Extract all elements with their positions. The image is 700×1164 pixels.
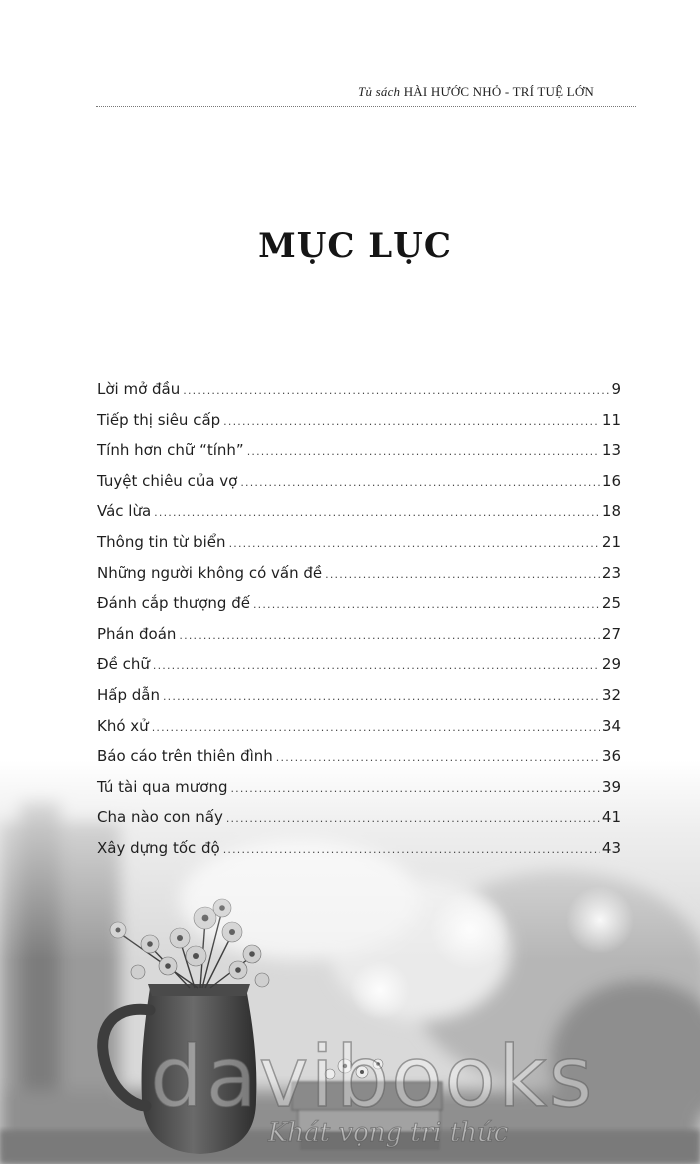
- running-header: [96, 84, 636, 100]
- toc-entry-page: 29: [601, 655, 621, 674]
- toc-leader-dots: [183, 384, 609, 397]
- toc-entry-page: 36: [601, 747, 621, 766]
- toc-entry-page: 11: [601, 410, 621, 429]
- toc-entry-page: 43: [601, 838, 621, 857]
- toc-entry-page: 9: [611, 380, 621, 398]
- toc-entry: [97, 564, 621, 595]
- toc-leader-dots: [253, 598, 600, 611]
- toc-entry: [97, 839, 621, 870]
- toc-entry-title: Tuyệt chiêu của vợ: [97, 471, 238, 490]
- toc-entry-page: 23: [601, 563, 621, 582]
- watermark-brand: davibooks: [150, 1028, 595, 1126]
- toc-entry-page: 41: [601, 808, 621, 827]
- toc-entry: [97, 380, 621, 411]
- toc-entry-title: Tính hơn chữ “tính”: [97, 441, 244, 460]
- toc-entry: [97, 502, 621, 533]
- toc-entry-page: 27: [601, 624, 621, 643]
- toc-entry-page: 39: [601, 777, 621, 796]
- toc-entry: [97, 686, 621, 717]
- toc-entry: [97, 625, 621, 656]
- toc-entry-title: Tú tài qua mương: [97, 777, 228, 796]
- toc-leader-dots: [240, 476, 600, 489]
- toc-entry-title: Những người không có vấn đề: [97, 563, 323, 582]
- toc-leader-dots: [223, 415, 600, 428]
- toc-entry-page: 34: [601, 716, 621, 735]
- toc-entry-page: 13: [601, 441, 621, 460]
- toc-leader-dots: [179, 629, 599, 642]
- watermark-tagline: Khát vọng tri thức: [268, 1118, 509, 1148]
- series-name: HÀI HƯỚC NHỎ - TRÍ TUỆ LỚN: [403, 84, 594, 99]
- toc-entry-title: Lời mở đầu: [97, 380, 181, 398]
- toc-entry: [97, 778, 621, 809]
- toc-entry-page: 16: [601, 471, 621, 490]
- toc-entry: [97, 533, 621, 564]
- toc-entry-title: Thông tin từ biển: [97, 532, 226, 551]
- toc-entry-title: Khó xử: [97, 716, 149, 735]
- toc-entry-page: 18: [601, 502, 621, 521]
- toc-entry-title: Hấp dẫn: [97, 685, 160, 704]
- toc-entry: [97, 808, 621, 839]
- toc-entry: [97, 747, 621, 778]
- toc-entry: [97, 717, 621, 748]
- toc-leader-dots: [154, 506, 600, 519]
- toc-leader-dots: [223, 843, 600, 856]
- toc-entry-page: 25: [601, 594, 621, 613]
- toc-entry: [97, 655, 621, 686]
- toc-entry-title: Báo cáo trên thiên đình: [97, 747, 273, 766]
- toc-leader-dots: [325, 568, 600, 581]
- toc-entry: [97, 441, 621, 472]
- page-title: MỤC LỤC: [258, 226, 452, 266]
- toc-leader-dots: [153, 659, 600, 672]
- toc-entry: [97, 594, 621, 625]
- toc-entry-title: Vác lừa: [97, 502, 152, 521]
- toc-leader-dots: [163, 690, 600, 703]
- toc-entry-title: Xây dựng tốc độ: [97, 838, 220, 857]
- toc-entry: [97, 411, 621, 442]
- toc-leader-dots: [247, 445, 600, 458]
- toc-entry-title: Phán đoán: [97, 624, 177, 643]
- series-prefix: Tủ sách: [358, 84, 401, 99]
- toc-leader-dots: [276, 751, 600, 764]
- toc-leader-dots: [229, 537, 600, 550]
- toc-entry-page: 32: [601, 685, 621, 704]
- toc-leader-dots: [152, 721, 600, 734]
- toc-entry-page: 21: [601, 532, 621, 551]
- header-divider: [96, 106, 636, 107]
- toc-entry: [97, 472, 621, 503]
- toc-entry-title: Đánh cắp thượng đế: [97, 594, 250, 613]
- toc-entry-title: Đề chữ: [97, 655, 150, 674]
- toc-leader-dots: [230, 782, 599, 795]
- toc-leader-dots: [226, 812, 600, 825]
- toc-entry-title: Tiếp thị siêu cấp: [97, 410, 221, 429]
- table-of-contents: [97, 380, 621, 870]
- toc-entry-title: Cha nào con nấy: [97, 808, 223, 827]
